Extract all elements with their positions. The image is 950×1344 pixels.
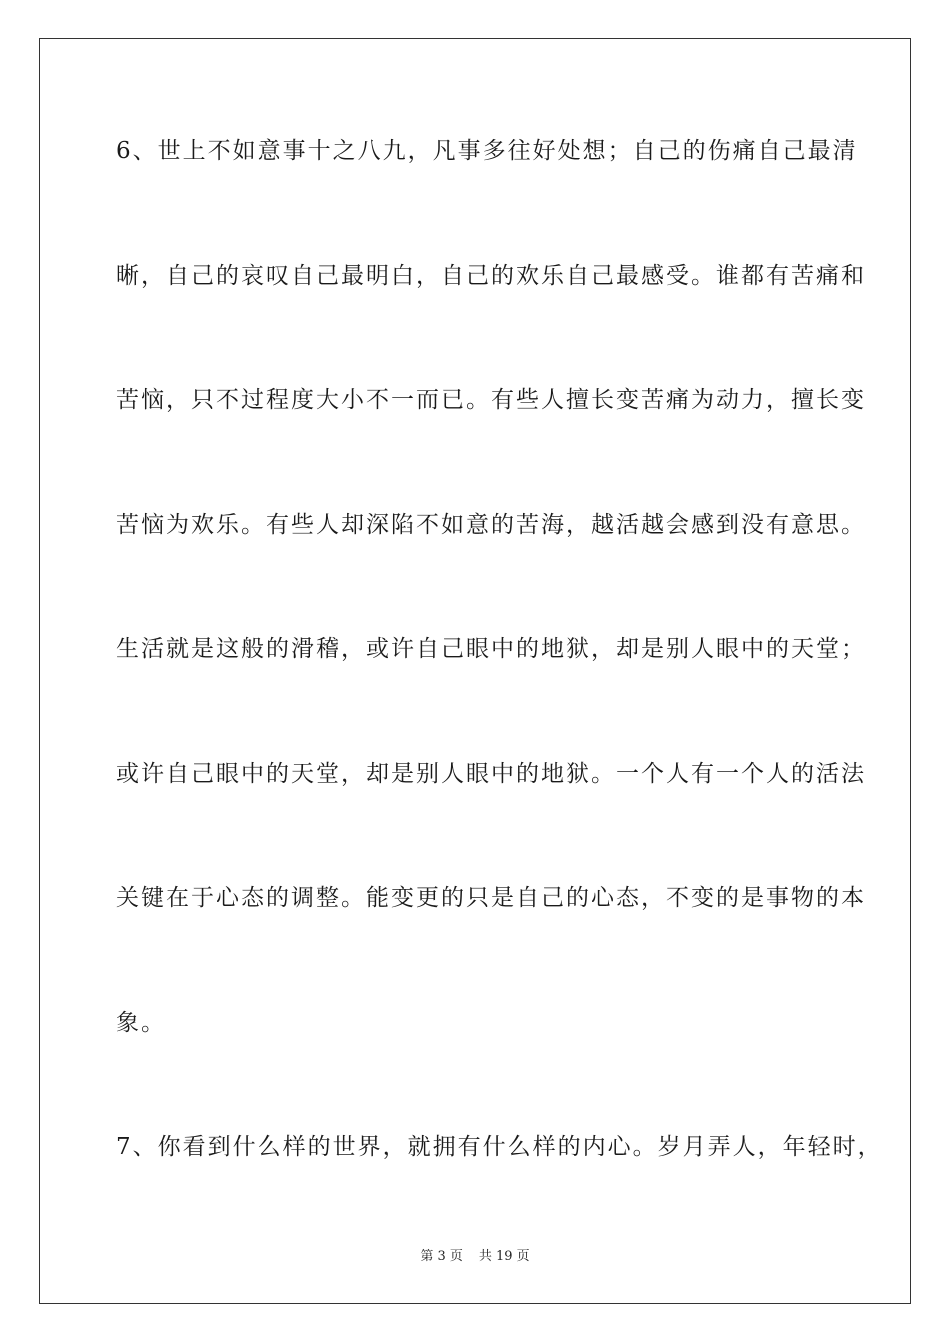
body-text-line: 苦恼为欢乐。有些人却深陷不如意的苦海，越活越会感到没有意思。 xyxy=(116,512,866,538)
page-border xyxy=(39,38,911,1304)
body-text-line: 生活就是这般的滑稽，或许自己眼中的地狱，却是别人眼中的天堂； xyxy=(116,636,866,662)
body-text-line: 苦恼，只不过程度大小不一而已。有些人擅长变苦痛为动力，擅长变 xyxy=(116,387,866,413)
body-text-line: 6、世上不如意事十之八九，凡事多往好处想；自己的伤痛自己最清 xyxy=(116,138,858,164)
body-text-line: 关键在于心态的调整。能变更的只是自己的心态，不变的是事物的本 xyxy=(116,885,866,911)
page-number: 第 3 页 xyxy=(420,1249,463,1264)
page-total: 共 19 页 xyxy=(478,1249,530,1264)
page-footer xyxy=(0,1248,950,1266)
body-text-line: 或许自己眼中的天堂，却是别人眼中的地狱。一个人有一个人的活法 xyxy=(116,761,866,787)
body-text-line: 7、你看到什么样的世界，就拥有什么样的内心。岁月弄人，年轻时， xyxy=(116,1134,883,1160)
body-text-line: 晰，自己的哀叹自己最明白，自己的欢乐自己最感受。谁都有苦痛和 xyxy=(116,263,866,289)
body-text-line: 象。 xyxy=(116,1010,166,1036)
